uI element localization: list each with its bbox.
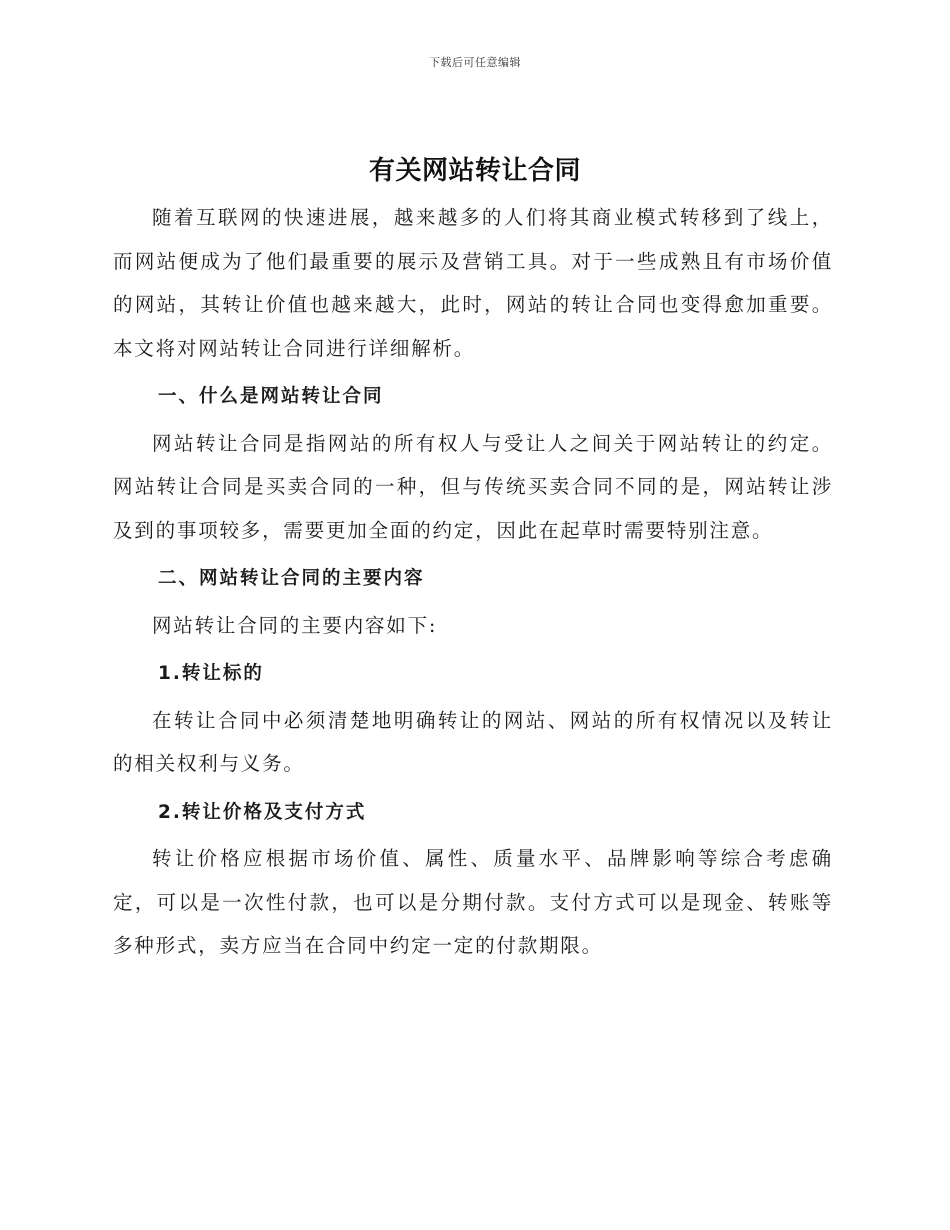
page-header-note: 下载后可任意编辑	[429, 56, 521, 69]
intro-paragraph: 随着互联网的快速进展，越来越多的人们将其商业模式转移到了线上，而网站便成为了他们最重要的展示及营销工具。对于一些成熟且有市场价值的网站，其转让价值也越来越大，此时，网站的转让合同也变得愈加重要。本文将对网站转让合同进行详细解析。	[113, 206, 833, 360]
section-2-heading: 二、网站转让合同的主要内容	[158, 568, 425, 589]
item-2-heading: 2.转让价格及支付方式	[158, 801, 367, 823]
section-2-lead-paragraph: 网站转让合同的主要内容如下:	[152, 613, 438, 637]
item-1-heading: 1.转让标的	[158, 663, 264, 684]
section-1-heading: 一、什么是网站转让合同	[158, 386, 384, 407]
document-body	[113, 196, 833, 968]
document-title: 有关网站转让合同	[368, 156, 581, 186]
item-2-paragraph: 转让价格应根据市场价值、属性、质量水平、品牌影响等综合考虑确定，可以是一次性付款，也可以是分期付款。支付方式可以是现金、转账等多种形式，卖方应当在合同中约定一定的付款期限。	[113, 847, 833, 957]
item-1-paragraph: 在转让合同中必须清楚地明确转让的网站、网站的所有权情况以及转让的相关权利与义务。	[113, 708, 833, 775]
section-1-paragraph: 网站转让合同是指网站的所有权人与受让人之间关于网站转让的约定。网站转让合同是买卖合同的一种，但与传统买卖合同不同的是，网站转让涉及到的事项较多，需要更加全面的约定，因此在起草时需要特别注意。	[113, 431, 833, 542]
